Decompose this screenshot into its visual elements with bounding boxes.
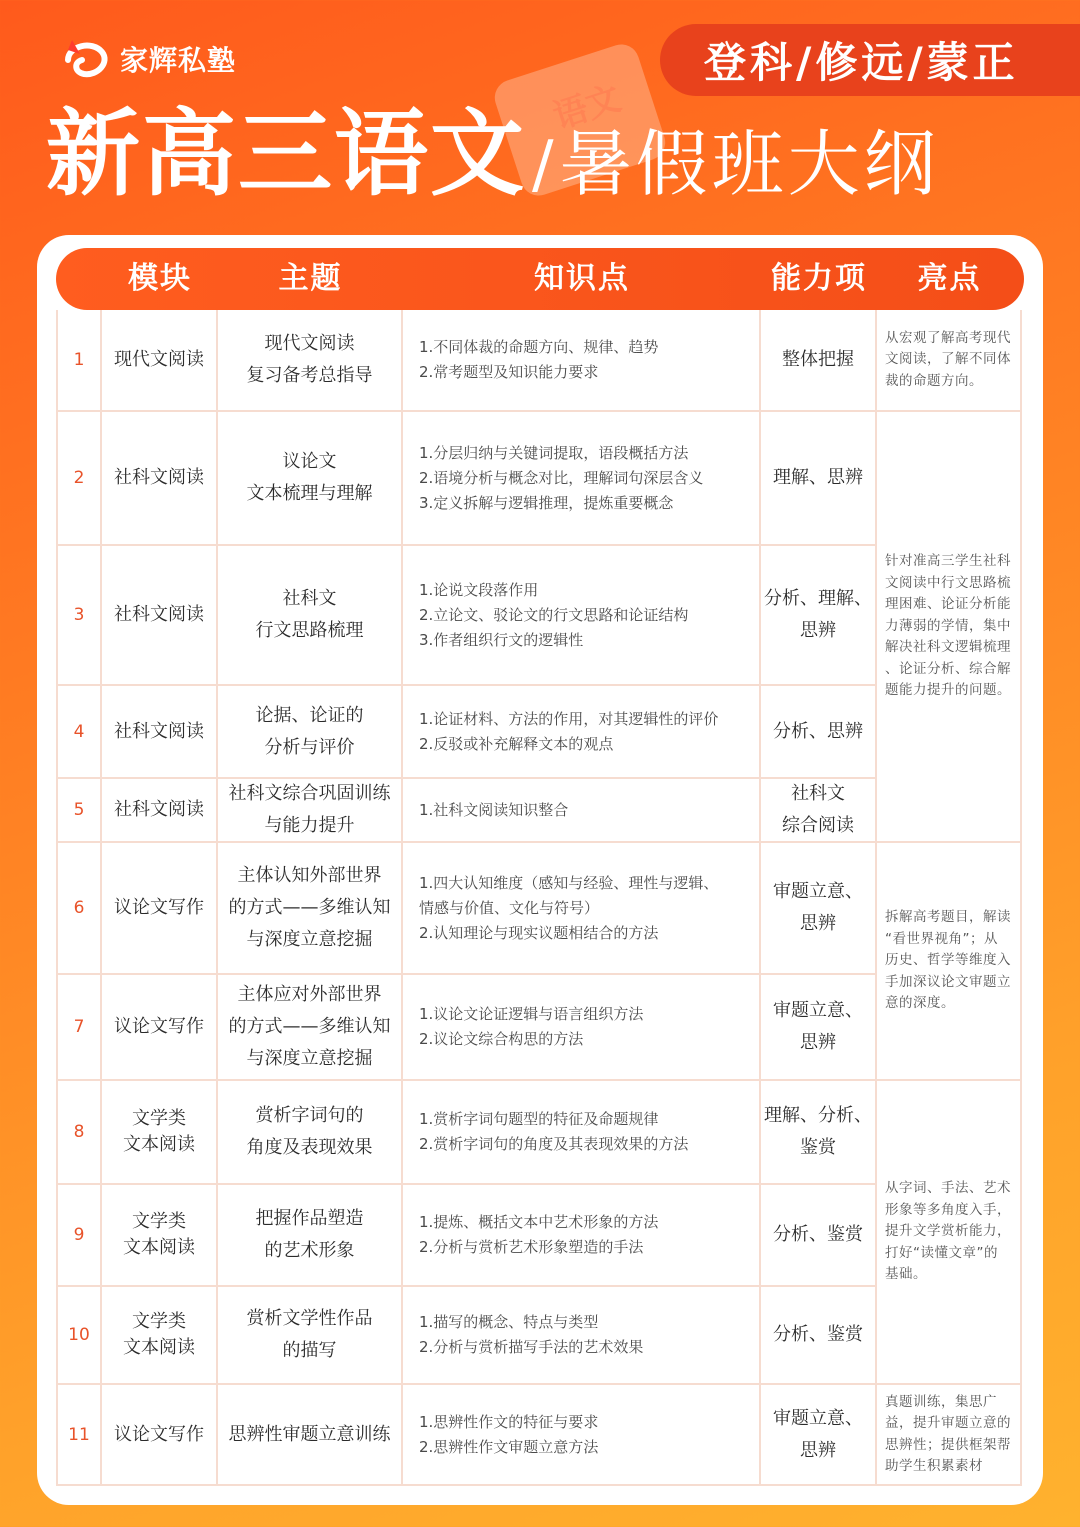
- ability-text: [764, 583, 872, 647]
- cell-line: 思辨: [800, 620, 836, 641]
- cell-line: 、论证分析、综合解: [885, 660, 1011, 677]
- knowledge-text: [419, 1310, 643, 1360]
- cell-knowledge: [403, 1081, 761, 1185]
- cell-line: 思辨: [800, 1439, 836, 1461]
- cell-line: 1.论证材料、方法的作用，对其逻辑性的评价: [419, 709, 719, 728]
- cell-module: [102, 310, 218, 412]
- cell-topic: [218, 975, 403, 1081]
- column-header-ability: 能力项: [771, 261, 867, 296]
- cell-num: 6: [56, 843, 102, 975]
- cell-line: 理解、思辨: [773, 467, 863, 488]
- cell-line: 与深度立意挖掘: [246, 929, 373, 950]
- cell-num: 8: [56, 1081, 102, 1185]
- cell-line: 裁的命题方向。: [885, 372, 983, 389]
- cell-line: 社科文阅读: [114, 604, 204, 625]
- cell-module: [102, 779, 218, 843]
- cell-line: 文学类: [132, 1211, 186, 1232]
- topic-text: [256, 1203, 364, 1267]
- title-main: 新高三语文: [46, 100, 527, 209]
- cell-module: [102, 1385, 218, 1486]
- cell-line: 社科文阅读: [114, 720, 204, 742]
- topic-text: [247, 1303, 373, 1367]
- cell-line: 提升文学赏析能力，: [885, 1223, 1011, 1240]
- cell-topic: [218, 1385, 403, 1486]
- cell-line: 主体认知外部世界: [237, 865, 382, 886]
- cell-line: 解决社科文逻辑梳理: [885, 639, 1011, 656]
- cell-line: 从字词、手法、艺术: [885, 1180, 1011, 1197]
- ability-text: [773, 462, 863, 494]
- cell-line: 社科文阅读: [114, 799, 204, 820]
- motto-banner: [660, 24, 1080, 96]
- ability-text: [782, 778, 854, 842]
- cell-line: 力薄弱的学情，集中: [885, 617, 1011, 634]
- cell-line: 文本阅读: [123, 1237, 195, 1258]
- cell-line: 打好“读懂文章”的: [885, 1244, 998, 1261]
- cell-line: 整体把握: [782, 349, 854, 370]
- highlight-text: [885, 328, 1011, 393]
- column-header-module: 模块: [128, 261, 192, 296]
- cell-topic: [218, 686, 403, 779]
- cell-line: 2.反驳或补充解释文本的观点: [419, 734, 614, 753]
- cell-highlight: [877, 1081, 1022, 1385]
- cell-line: 2.语境分析与概念对比，理解词句深层含义: [419, 468, 704, 487]
- cell-line: “看世界视角”；从: [885, 930, 998, 947]
- topic-text: [256, 700, 364, 764]
- cell-line: 的方式——多维认知: [228, 1016, 391, 1037]
- title-sub: 暑假班大纲: [559, 122, 940, 206]
- cell-line: 赏析字词句的: [255, 1105, 364, 1126]
- cell-num: 7: [56, 975, 102, 1081]
- cell-highlight: [877, 310, 1022, 412]
- cell-line: 3.定义拆解与逻辑推理，提炼重要概念: [419, 493, 674, 512]
- cell-topic: [218, 843, 403, 975]
- cell-topic: [218, 412, 403, 546]
- cell-line: 意的深度。: [885, 995, 955, 1012]
- cell-line: 手加深议论文审题立: [885, 973, 1011, 990]
- column-header-knowledge: 知识点: [534, 261, 630, 296]
- cell-line: 文本阅读: [123, 1337, 195, 1358]
- module-text: [114, 1014, 204, 1040]
- module-text: [114, 895, 204, 921]
- cell-line: 社科文: [791, 783, 845, 804]
- cell-line: 议论文: [282, 451, 337, 472]
- cell-topic: [218, 1081, 403, 1185]
- cell-line: 现代文阅读: [114, 349, 204, 370]
- cell-ability: [761, 975, 877, 1081]
- cell-highlight: [877, 1385, 1022, 1486]
- cell-module: [102, 975, 218, 1081]
- syllabus-table: [56, 310, 1024, 1486]
- cell-line: 的方式——多维认知: [228, 897, 391, 918]
- module-text: [123, 1309, 195, 1361]
- cell-knowledge: [403, 686, 761, 779]
- ability-text: [782, 344, 854, 376]
- topic-text: [247, 328, 373, 392]
- motto-text: 登科/修远/蒙正: [704, 38, 1019, 87]
- cell-line: 理解、分析、: [764, 1105, 872, 1126]
- cell-ability: [761, 1385, 877, 1486]
- highlight-text: [885, 1178, 1011, 1286]
- cell-module: [102, 1081, 218, 1185]
- cell-line: 理困难、论证分析能: [885, 596, 1011, 613]
- logo-swirl-icon: [58, 34, 114, 84]
- cell-num: 1: [56, 310, 102, 412]
- cell-num: 3: [56, 546, 102, 686]
- cell-line: 2.常考题型及知识能力要求: [419, 363, 599, 381]
- cell-line: 鉴赏: [800, 1137, 836, 1158]
- cell-line: 2.赏析字词句的角度及其表现效果的方法: [419, 1135, 689, 1153]
- knowledge-text: [419, 441, 703, 516]
- cell-line: 1.四大认知维度（感知与经验、理性与逻辑、: [419, 873, 719, 892]
- cell-num: 4: [56, 686, 102, 779]
- cell-line: 拆解高考题目，解读: [885, 909, 1011, 926]
- knowledge-text: [419, 798, 568, 823]
- cell-line: 2.分析与赏析描写手法的艺术效果: [419, 1338, 644, 1356]
- cell-module: [102, 1185, 218, 1287]
- cell-line: 综合阅读: [782, 815, 854, 836]
- topic-text: [229, 778, 391, 842]
- ability-text: [773, 1319, 863, 1351]
- module-text: [114, 797, 204, 823]
- cell-line: 的艺术形象: [264, 1240, 355, 1261]
- page-title: [46, 100, 940, 210]
- knowledge-text: [419, 1410, 598, 1460]
- topic-text: [229, 1419, 391, 1451]
- cell-num: 10: [56, 1287, 102, 1385]
- cell-knowledge: [403, 1385, 761, 1486]
- cell-line: 审题立意、: [773, 1407, 863, 1429]
- cell-ability: [761, 1287, 877, 1385]
- cell-line: 1.议论文论证逻辑与语言组织方法: [419, 1005, 644, 1023]
- module-text: [123, 1106, 195, 1158]
- cell-highlight: [877, 412, 1022, 843]
- cell-line: 1.社科文阅读知识整合: [419, 800, 569, 819]
- cell-line: 把握作品塑造: [255, 1208, 364, 1229]
- cell-line: 赏析文学性作品: [246, 1308, 373, 1329]
- knowledge-text: [419, 871, 718, 946]
- module-text: [114, 719, 204, 745]
- knowledge-text: [419, 1002, 643, 1052]
- cell-line: 文本梳理与理解: [246, 483, 373, 504]
- ability-text: [773, 1403, 863, 1467]
- highlight-text: [885, 1392, 1011, 1478]
- cell-num: 9: [56, 1185, 102, 1287]
- cell-line: 复习备考总指导: [246, 365, 373, 386]
- module-text: [114, 347, 204, 373]
- ability-text: [773, 716, 863, 748]
- cell-topic: [218, 1185, 403, 1287]
- column-header-topic: 主题: [278, 261, 343, 296]
- cell-line: 议论文写作: [114, 897, 204, 918]
- cell-line: 基础。: [885, 1266, 927, 1283]
- cell-line: 文阅读中行文思路梳: [885, 574, 1011, 591]
- cell-knowledge: [403, 779, 761, 843]
- knowledge-text: [419, 707, 718, 757]
- knowledge-text: [419, 1107, 688, 1157]
- cell-line: 情感与价值、文化与符号）: [419, 898, 600, 917]
- cell-line: 题能力提升的问题。: [885, 682, 1011, 699]
- cell-highlight: [877, 843, 1022, 1081]
- topic-text: [247, 446, 373, 510]
- brand-logo: [58, 34, 236, 84]
- cell-topic: [218, 310, 403, 412]
- ability-text: [773, 1219, 863, 1251]
- module-text: [114, 465, 204, 491]
- cell-line: 与能力提升: [264, 815, 355, 836]
- knowledge-text: [419, 335, 658, 385]
- cell-line: 社科文阅读: [114, 467, 204, 488]
- cell-ability: [761, 779, 877, 843]
- cell-line: 1.赏析字词句题型的特征及命题规律: [419, 1110, 659, 1128]
- cell-knowledge: [403, 1185, 761, 1287]
- cell-ability: [761, 412, 877, 546]
- module-text: [114, 602, 204, 628]
- cell-line: 审题立意、: [773, 1000, 863, 1021]
- cell-num: 5: [56, 779, 102, 843]
- cell-line: 角度及表现效果: [246, 1137, 373, 1158]
- cell-line: 针对准高三学生社科: [885, 553, 1011, 570]
- cell-line: 分析与评价: [264, 736, 355, 758]
- cell-line: 助学生积累素材: [885, 1458, 983, 1474]
- cell-line: 益，提升审题立意的: [885, 1415, 1011, 1431]
- cell-ability: [761, 546, 877, 686]
- module-text: [123, 1209, 195, 1261]
- table-header: [56, 248, 1024, 310]
- ability-text: [764, 1100, 872, 1164]
- cell-line: 分析、思辨: [773, 720, 863, 742]
- cell-line: 议论文写作: [114, 1423, 204, 1445]
- cell-line: 2.思辨性作文审题立意方法: [419, 1437, 599, 1456]
- cell-line: 1.分层归纳与关键词提取，语段概括方法: [419, 443, 689, 462]
- knowledge-text: [419, 1210, 658, 1260]
- cell-line: 历史、哲学等维度入: [885, 952, 1011, 969]
- cell-line: 与深度立意挖掘: [246, 1048, 373, 1069]
- cell-knowledge: [403, 1287, 761, 1385]
- cell-module: [102, 843, 218, 975]
- highlight-text: [885, 551, 1011, 702]
- topic-text: [247, 1100, 373, 1164]
- cell-line: 思辨: [800, 913, 836, 934]
- cell-line: 1.思辨性作文的特征与要求: [419, 1412, 599, 1431]
- cell-line: 思辨: [800, 1032, 836, 1053]
- cell-topic: [218, 779, 403, 843]
- cell-line: 议论文写作: [114, 1016, 204, 1037]
- knowledge-text: [419, 578, 688, 653]
- cell-knowledge: [403, 412, 761, 546]
- cell-line: 主体应对外部世界: [237, 984, 382, 1005]
- module-text: [114, 1422, 204, 1448]
- cell-ability: [761, 686, 877, 779]
- cell-knowledge: [403, 975, 761, 1081]
- cell-line: 1.不同体裁的命题方向、规律、趋势: [419, 338, 659, 356]
- cell-line: 2.分析与赏析艺术形象塑造的手法: [419, 1238, 644, 1256]
- cell-ability: [761, 310, 877, 412]
- cell-line: 文阅读，了解不同体: [885, 351, 1011, 368]
- cell-module: [102, 1287, 218, 1385]
- cell-line: 审题立意、: [773, 881, 863, 902]
- cell-line: 社科文: [282, 588, 337, 609]
- cell-knowledge: [403, 546, 761, 686]
- topic-text: [229, 979, 391, 1075]
- cell-line: 真题训练，集思广: [885, 1393, 997, 1410]
- ability-text: [773, 995, 863, 1059]
- cell-topic: [218, 546, 403, 686]
- cell-line: 文学类: [132, 1311, 186, 1332]
- cell-line: 社科文综合巩固训练: [228, 783, 391, 804]
- cell-line: 行文思路梳理: [255, 620, 364, 641]
- cell-line: 论据、论证的: [255, 704, 364, 726]
- cell-line: 1.论说文段落作用: [419, 580, 539, 599]
- cell-line: 分析、理解、: [764, 588, 872, 609]
- cell-module: [102, 412, 218, 546]
- cell-ability: [761, 1185, 877, 1287]
- cell-line: 文本阅读: [123, 1134, 195, 1155]
- cell-line: 2.议论文综合构思的方法: [419, 1030, 584, 1048]
- topic-text: [256, 583, 364, 647]
- cell-line: 1.提炼、概括文本中艺术形象的方法: [419, 1213, 659, 1231]
- cell-line: 分析、鉴赏: [773, 1224, 863, 1245]
- cell-line: 2.立论文、驳论文的行文思路和论证结构: [419, 605, 689, 624]
- cell-knowledge: [403, 310, 761, 412]
- cell-line: 1.描写的概念、特点与类型: [419, 1313, 599, 1331]
- cell-line: 思辨性；提供框架帮: [885, 1436, 1011, 1453]
- cell-line: 的描写: [282, 1340, 337, 1361]
- title-slash: /: [532, 128, 554, 202]
- cell-module: [102, 546, 218, 686]
- brand-name: 家辉私塾: [120, 44, 237, 77]
- cell-topic: [218, 1287, 403, 1385]
- cell-line: 思辨性审题立意训练: [228, 1423, 391, 1445]
- cell-line: 分析、鉴赏: [773, 1324, 863, 1345]
- cell-line: 2.认知理论与现实议题相结合的方法: [419, 923, 659, 942]
- topic-text: [229, 860, 391, 956]
- cell-ability: [761, 843, 877, 975]
- cell-line: 3.作者组织行文的逻辑性: [419, 630, 584, 649]
- cell-num: 2: [56, 412, 102, 546]
- ability-text: [773, 876, 863, 940]
- decorative-paper-text: 语文: [548, 78, 626, 138]
- highlight-text: [885, 907, 1011, 1015]
- cell-line: 文学类: [132, 1108, 186, 1129]
- cell-module: [102, 686, 218, 779]
- column-header-highlight: 亮点: [917, 261, 982, 296]
- cell-line: 从宏观了解高考现代: [885, 329, 1011, 346]
- cell-line: 形象等多角度入手，: [885, 1201, 1011, 1218]
- cell-ability: [761, 1081, 877, 1185]
- cell-knowledge: [403, 843, 761, 975]
- cell-num: 11: [56, 1385, 102, 1486]
- cell-line: 现代文阅读: [264, 333, 355, 354]
